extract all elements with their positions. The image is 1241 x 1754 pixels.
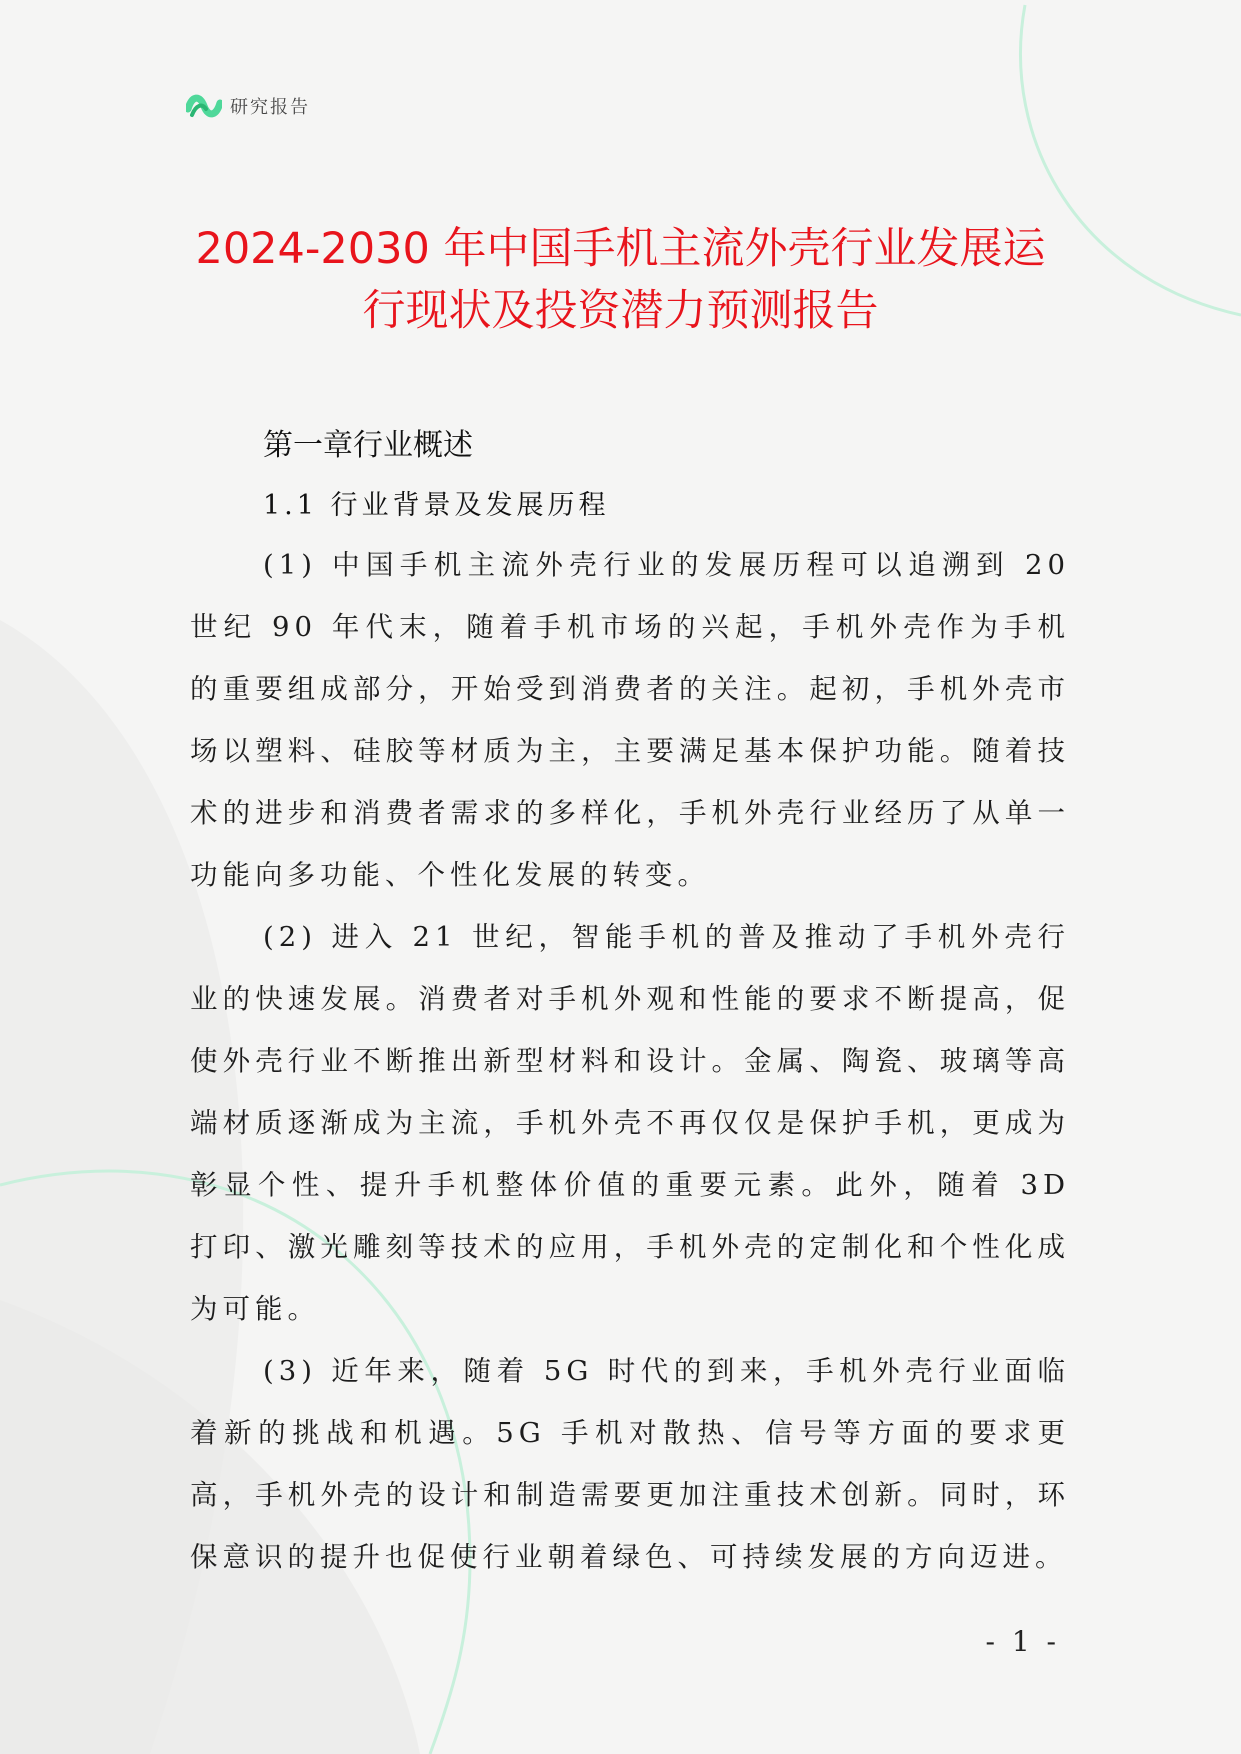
report-title	[150, 218, 1091, 342]
report-header	[186, 88, 310, 124]
header-label: 研究报告	[230, 97, 310, 118]
title-line-2: 行现状及投资潜力预测报告	[362, 286, 879, 336]
body-text	[190, 534, 1070, 1588]
paragraph-3: (3) 近年来，随着 5G 时代的到来，手机外壳行业面临着新的挑战和机遇。5G 手机对散热、信号等方面的要求更高，手机外壳的设计和制造需要更加注重技术创新。同时，环保意识的提升也促使行业朝着绿色、可持续发展的方向迈进。	[190, 1355, 1070, 1573]
green-swirl-logo-icon	[186, 91, 222, 121]
section-heading: 1.1 行业背景及发展历程	[263, 490, 610, 521]
paragraph-2: (2) 进入 21 世纪，智能手机的普及推动了手机外壳行业的快速发展。消费者对手机外观和性能的要求不断提高，促使外壳行业不断推出新型材料和设计。金属、陶瓷、玻璃等高端材质逐渐成为主流，手机外壳不再仅仅是保护手机，更成为彰显个性、提升手机整体价值的重要元素。此外，随着 3D 打印、激光雕刻等技术的应用，手机外壳的定制化和个性化成为可能。	[190, 921, 1070, 1325]
paragraph-1: (1) 中国手机主流外壳行业的发展历程可以追溯到 20 世纪 90 年代末，随着手机市场的兴起，手机外壳作为手机的重要组成部分，开始受到消费者的关注。起初，手机外壳市场以塑料、硅胶等材质为主，主要满足基本保护功能。随着技术的进步和消费者需求的多样化，手机外壳行业经历了从单一功能向多功能、个性化发展的转变。	[190, 549, 1070, 891]
page-number: - 1 -	[985, 1625, 1060, 1658]
title-line-1: 2024-2030 年中国手机主流外壳行业发展运	[195, 224, 1046, 274]
chapter-heading: 第一章行业概述	[263, 428, 473, 463]
